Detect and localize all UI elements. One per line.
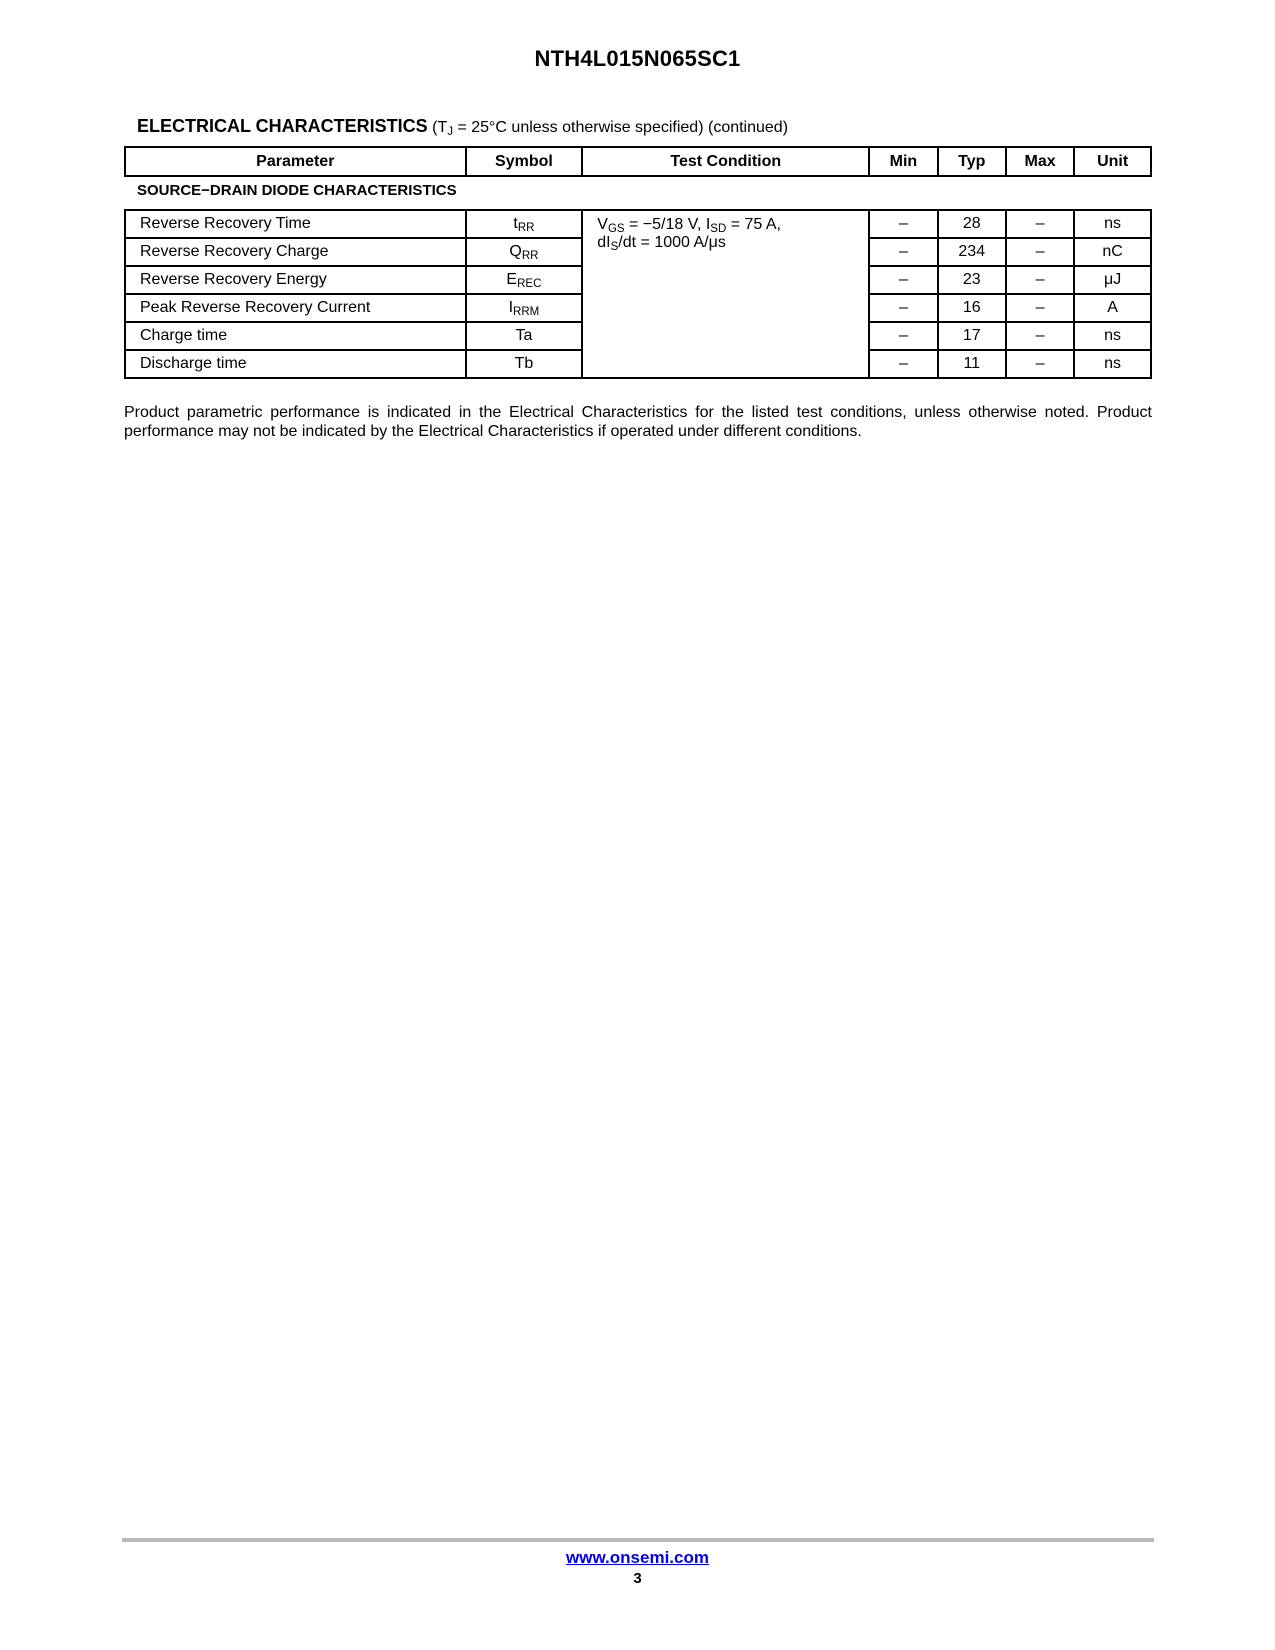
footer-website [0, 1548, 1275, 1568]
section-continued: (continued) [707, 119, 789, 136]
cell-max: – [1006, 210, 1074, 238]
cell-symbol: $t_{RR}$ [466, 210, 583, 238]
section-condition: ($T_J = 25^\circ C$ unless otherwise specified) [432, 119, 704, 139]
cell-symbol: $Q_{RR}$ [466, 238, 583, 266]
subsection-title: SOURCE−DRAIN DIODE CHARACTERISTICS [137, 182, 457, 199]
cell-unit: μJ [1074, 266, 1151, 294]
cell-unit: nC [1074, 238, 1151, 266]
cell-unit: ns [1074, 322, 1151, 350]
cell-symbol: Ta [466, 322, 583, 350]
header-symbol: Symbol [466, 147, 583, 176]
cell-min: – [869, 322, 937, 350]
cell-typ: 28 [938, 210, 1006, 238]
cell-parameter: Reverse Recovery Time [125, 210, 466, 238]
cell-unit: A [1074, 294, 1151, 322]
cell-parameter: Reverse Recovery Energy [125, 266, 466, 294]
cell-typ: 17 [938, 322, 1006, 350]
cell-parameter: Discharge time [125, 350, 466, 378]
table-row [125, 210, 1151, 238]
cell-symbol: $I_{RRM}$ [466, 294, 583, 322]
header-test-condition: Test Condition [582, 147, 869, 176]
cell-symbol: Tb [466, 350, 583, 378]
header-max: Max [1006, 147, 1074, 176]
cell-min: – [869, 350, 937, 378]
cell-max: – [1006, 350, 1074, 378]
header-parameter: Parameter [125, 147, 466, 176]
section-heading [137, 116, 788, 137]
footer-divider [122, 1538, 1154, 1542]
section-title: ELECTRICAL CHARACTERISTICS [137, 116, 428, 136]
cell-symbol: $E_{REC}$ [466, 266, 583, 294]
header-min: Min [869, 147, 937, 176]
cell-unit: ns [1074, 210, 1151, 238]
characteristics-table [124, 209, 1152, 379]
cell-min: – [869, 210, 937, 238]
table-header [124, 146, 1152, 177]
cell-typ: 234 [938, 238, 1006, 266]
cell-typ: 16 [938, 294, 1006, 322]
cell-parameter: Peak Reverse Recovery Current [125, 294, 466, 322]
header-unit: Unit [1074, 147, 1151, 176]
cell-test-condition: $V_{GS} = -5/18$ V, $I_{SD} = 75$ A, $dI_S/dt = 1000$ A/μs [582, 210, 869, 378]
document-title: NTH4L015N065SC1 [534, 46, 741, 71]
website-link[interactable]: www.onsemi.com [566, 1548, 709, 1567]
cell-max: – [1006, 294, 1074, 322]
cell-max: – [1006, 322, 1074, 350]
header-typ: Typ [938, 147, 1006, 176]
cell-parameter: Reverse Recovery Charge [125, 238, 466, 266]
cell-typ: 23 [938, 266, 1006, 294]
cell-min: – [869, 294, 937, 322]
cell-typ: 11 [938, 350, 1006, 378]
cell-max: – [1006, 266, 1074, 294]
cell-parameter: Charge time [125, 322, 466, 350]
cell-min: – [869, 266, 937, 294]
page-number: 3 [633, 1570, 642, 1587]
cell-unit: ns [1074, 350, 1151, 378]
cell-min: – [869, 238, 937, 266]
footnote: Product parametric performance is indicated in the Electrical Characteristics for the listed test conditions, unless otherwise noted. Product performance may not be indicated by the Electrical Characteristics if operated under different conditions. [124, 404, 1152, 440]
cell-max: – [1006, 238, 1074, 266]
